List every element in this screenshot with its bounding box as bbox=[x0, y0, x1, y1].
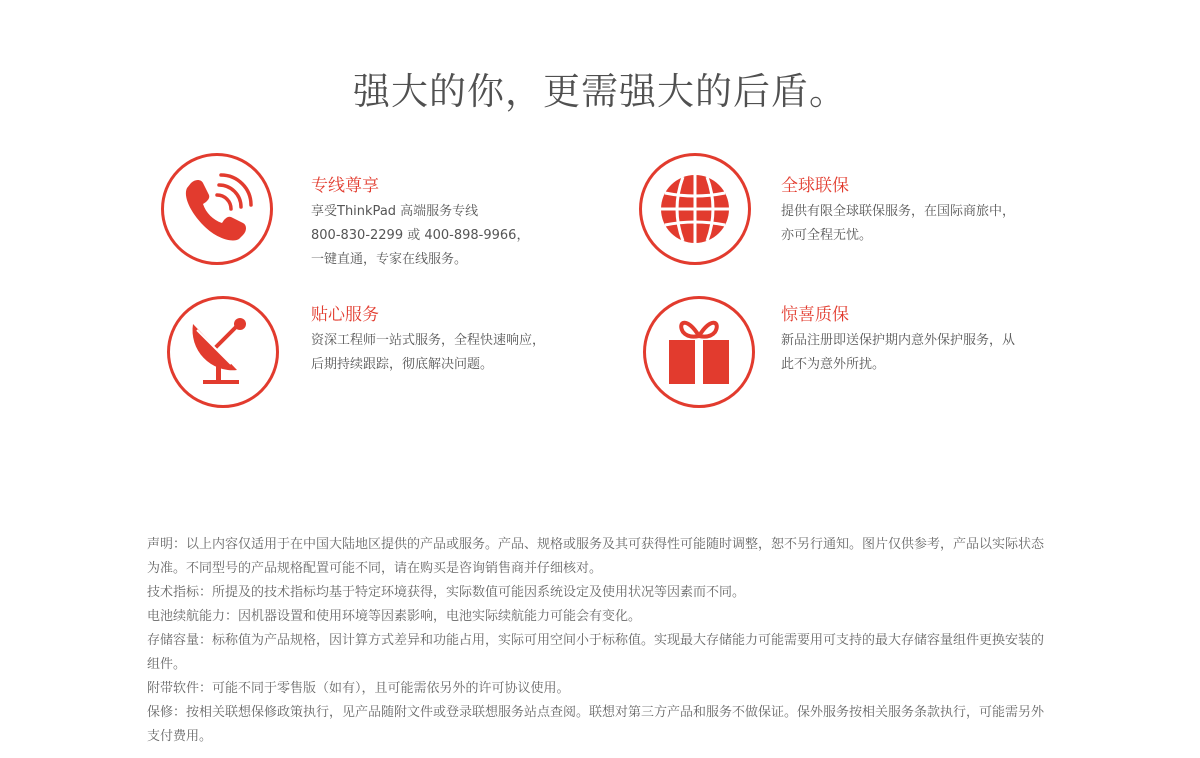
feature-line: 新品注册即送保护期内意外保护服务，从 bbox=[781, 333, 1016, 348]
page-headline: 强大的你，更需强大的后盾。 bbox=[353, 70, 847, 113]
phone-icon bbox=[161, 153, 273, 265]
feature-line: 后期持续跟踪，彻底解决问题。 bbox=[311, 357, 494, 372]
disclaimer-tech-specs: 技术指标：所提及的技术指标均基于特定环境获得，实际数值可能因系统设定及使用状况等因素而不同。 bbox=[147, 585, 746, 600]
feature-line: 享受ThinkPad 高端服务专线 bbox=[311, 204, 479, 219]
feature-title-service: 贴心服务 bbox=[311, 305, 379, 325]
globe-icon bbox=[639, 153, 751, 265]
disclaimer-storage: 存储容量：标称值为产品规格，因计算方式差异和功能占用，实际可用空间小于标称值。实现最大存储能力可能需要用可支持的最大存储容量组件更换安装的组件。 bbox=[147, 633, 1045, 672]
feature-desc-warranty bbox=[781, 200, 1015, 248]
feature-desc-hotline bbox=[311, 200, 529, 272]
disclaimer-battery: 电池续航能力：因机器设置和使用环境等因素影响，电池实际续航能力可能会有变化。 bbox=[147, 609, 642, 624]
feature-title-surprise: 惊喜质保 bbox=[781, 305, 849, 325]
satellite-dish-icon bbox=[167, 296, 279, 408]
feature-line: 一键直通，专家在线服务。 bbox=[311, 252, 468, 267]
disclaimer-warranty: 保修：按相关联想保修政策执行，见产品随附文件或登录联想服务站点查阅。联想对第三方产品和服务不做保证。保外服务按相关服务条款执行，可能需另外支付费用。 bbox=[147, 705, 1045, 744]
disclaimer bbox=[147, 533, 1047, 749]
feature-line: 亦可全程无忧。 bbox=[781, 228, 873, 243]
feature-title-warranty: 全球联保 bbox=[781, 176, 849, 196]
disclaimer-software: 附带软件：可能不同于零售版（如有），且可能需依另外的许可协议使用。 bbox=[147, 681, 570, 696]
feature-line: 资深工程师一站式服务，全程快速响应， bbox=[311, 333, 546, 348]
feature-title-hotline: 专线尊享 bbox=[311, 176, 379, 196]
feature-line: 800-830-2299 或 400-898-9966， bbox=[311, 228, 530, 243]
disclaimer-statement: 声明：以上内容仅适用于在中国大陆地区提供的产品或服务。产品、规格或服务及其可获得性可能随时调整，恕不另行通知。图片仅供参考，产品以实际状态为准。不同型号的产品规格配置可能不同，请在购买是咨询销售商并仔细核对。 bbox=[147, 537, 1045, 576]
feature-line: 此不为意外所扰。 bbox=[781, 357, 886, 372]
feature-desc-service bbox=[311, 329, 545, 377]
feature-line: 提供有限全球联保服务，在国际商旅中， bbox=[781, 204, 1016, 219]
gift-icon bbox=[643, 296, 755, 408]
feature-desc-surprise bbox=[781, 329, 1015, 377]
